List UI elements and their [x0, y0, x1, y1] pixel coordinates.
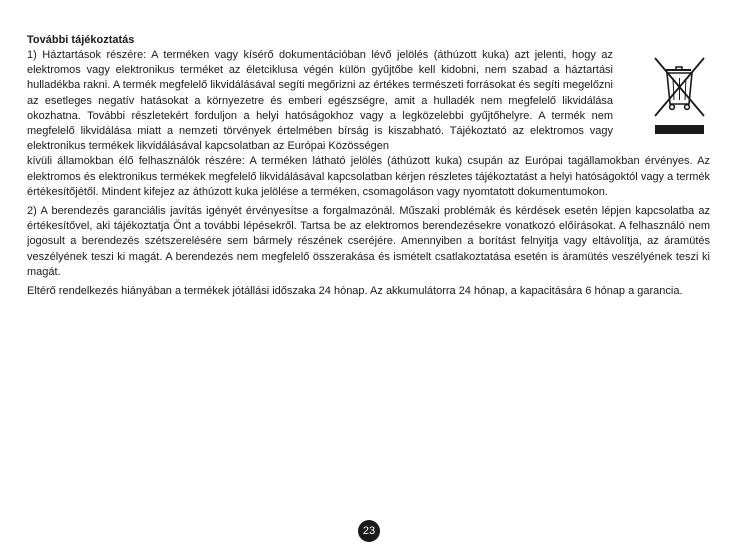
document-page — [27, 34, 710, 299]
section-2-text: 2) A berendezés garanciális javítás igényét érvényesítse a forgalmazónál. Műszaki problémák és kérdések esetén lépjen kapcsolatba az értékesítővel, aki tájékoztatja Önt a további lépésekről. Tartsa be az elektromos berendezésekre vonatkozó előírásokat. A felhasználó nem jogosult a berendezés szétszerelésére sem bármely részének cseréjére. Amennyiben a borítást felnyitja vagy eltávolítja, az áramütés veszélyének teszi ki magát. A berendezés nem megfelelő összerakása és ismételt csatlakoztatása esetén is áramütés veszélyének teszi ki magát. — [27, 205, 710, 278]
page-number: 23 — [358, 520, 380, 542]
section-1-text-full: kívüli államokban élő felhasználók részére: A terméken látható jelölés (áthúzott kuka) csupán az Európai tagállamokban érvényes. Az elektromos és elektronikus termékek megfelelő likvidálásával kapcsolatban kérjen részletes tájékoztatást a helyi hatóságoktól vagy a termék értékesítőjétől. Mindent kifejez az áthúzott kuka jelölése a terméken, csomagoláson vagy nyomtatott dokumentumokon. — [27, 155, 710, 198]
section-title: További tájékoztatás — [27, 34, 135, 46]
crossed-out-wheelie-bin-icon — [649, 54, 710, 139]
section-1 — [27, 48, 710, 200]
section-1-text-narrow: 1) Háztartások részére: A terméken vagy kísérő dokumentációban lévő jelölés (áthúzott kuka) azt jelenti, hogy az elektromos vagy elektronikus terméket az életciklusa végén külön gyűjtőbe kell kidobni, nem szabad a háztartási hulladékba rakni. A termék megfelelő likvidálásával segíti megőrizni az értékes természeti forrásokat és segíti megelőzni az esetleges negatív hatásokat a környezetre és emberi egészségre, amit a hulladék nem megfelelő likvidálása okozhatna. További részletekért forduljon a helyi hatóságokhoz vagy a legközelebbi gyűjtőhelyre. A termék nem megfelelő likvidálása miatt a nemzeti törvények értelmében bírság is kiszabható. Tájékoztató az elektromos vagy elektronikus termékek likvidálásával kapcsolatban az Európai Közösségen — [27, 49, 613, 153]
section-3-text: Eltérő rendelkezés hiányában a termékek jótállási időszaka 24 hónap. Az akkumulátorra 24 hónap, a kapacitására 6 hónap a garancia. — [27, 285, 683, 298]
